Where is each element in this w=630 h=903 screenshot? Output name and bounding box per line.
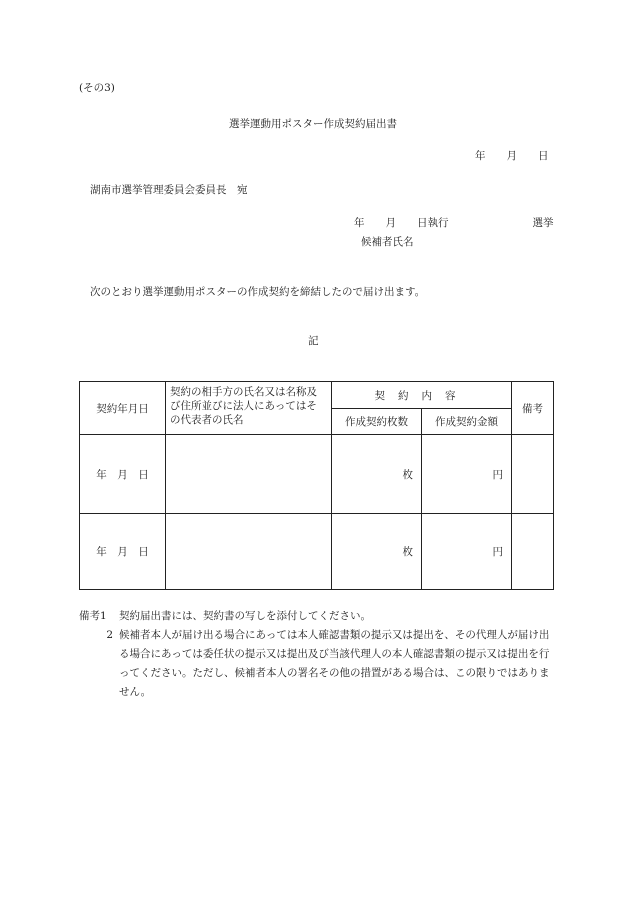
row-amount-unit: 円 <box>422 514 512 590</box>
header-counterparty: 契約の相手方の氏名又は名称及び住所並びに法人にあってはその代表者の氏名 <box>166 382 332 435</box>
row-counterparty <box>166 514 332 590</box>
header-contract-content: 契約内容 <box>332 382 512 409</box>
header-contract-amount: 作成契約金額 <box>422 409 512 435</box>
row-date: 年 月 日 <box>80 435 166 514</box>
header-contract-date: 契約年月日 <box>80 382 166 435</box>
row-date: 年 月 日 <box>80 514 166 590</box>
form-number: (その3) <box>79 82 115 94</box>
remarks-notes <box>79 607 554 702</box>
row-count-unit: 枚 <box>332 514 422 590</box>
row-remarks <box>512 514 554 590</box>
contract-table <box>79 381 554 590</box>
row-count-unit: 枚 <box>332 435 422 514</box>
note-2 <box>79 626 554 702</box>
note-2-number: 2 <box>106 629 113 641</box>
header-remarks: 備考 <box>512 382 554 435</box>
document-title: 選挙運動用ポスター作成契約届出書 <box>229 118 397 130</box>
table-row <box>80 514 554 590</box>
candidate-name-label: 候補者氏名 <box>361 236 414 248</box>
note-1-text: 契約届出書には、契約書の写しを添付してください。 <box>119 610 371 622</box>
header-poster-count: 作成契約枚数 <box>332 409 422 435</box>
notes-label: 備考1 <box>79 610 107 622</box>
note-1 <box>79 607 554 626</box>
submission-date: 年 月 日 <box>475 150 549 162</box>
row-amount-unit: 円 <box>422 435 512 514</box>
row-counterparty <box>166 435 332 514</box>
row-remarks <box>512 435 554 514</box>
intro-sentence: 次のとおり選挙運動用ポスターの作成契約を締結したので届け出ます。 <box>90 286 426 298</box>
election-line: 年 月 日執行 選挙 <box>354 217 554 229</box>
ki-heading: 記 <box>308 335 319 347</box>
note-2-text: 候補者本人が届け出る場合にあっては本人確認書類の提示又は提出を、その代理人が届け出る場合にあっては委任状の提示又は提出及び当該代理人の本人確認書類の提示又は提出を行ってください。ただし、候補者本人の署名その他の措置がある場合は、この限りではありません。 <box>119 629 550 698</box>
addressee: 湖南市選挙管理委員会委員長 宛 <box>90 184 248 196</box>
table-row <box>80 435 554 514</box>
